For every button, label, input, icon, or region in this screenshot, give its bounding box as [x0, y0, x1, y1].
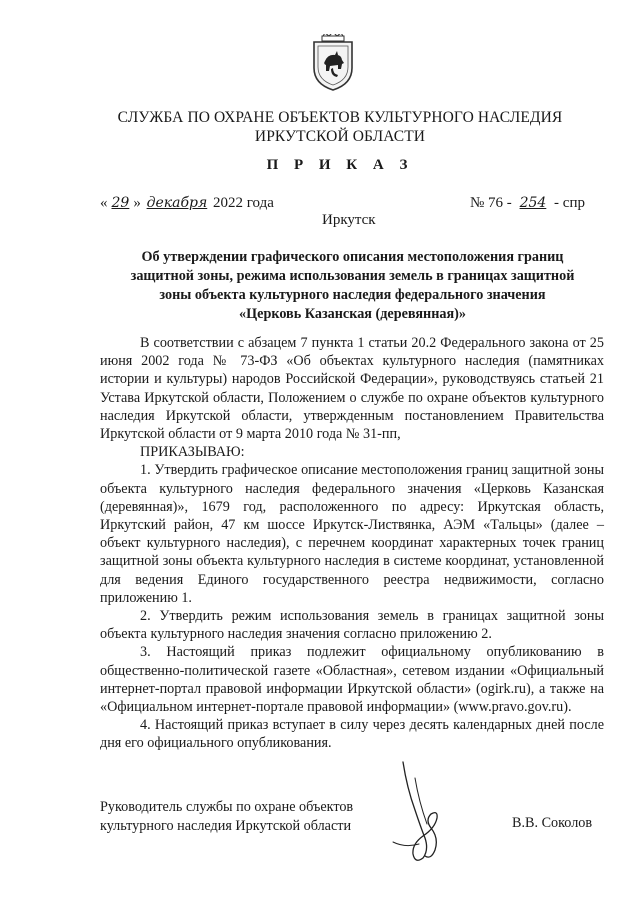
city: Иркутск	[322, 212, 376, 228]
number-suffix: - спр	[554, 195, 585, 211]
organization-name-line2: ИРКУТСКОЙ ОБЛАСТИ	[254, 128, 426, 145]
date-open-quote: «	[100, 195, 108, 211]
preamble-paragraph: В соответствии с абзацем 7 пункта 1 статьи 20.2 Федерального закона от 25 июня 2002 года № 73-ФЗ «Об объектах культурного наследия (памятниках истории и культуры) народов Российской Федерации», руководствуясь статьей 21 Устава Иркутской области, Положением о службе по охране объектов культурного наследия Иркутской области, утвержденным постановлением Правительства Иркутской области от 9 марта 2010 года № 31-пп,	[100, 335, 604, 443]
document-body	[100, 334, 604, 753]
signatory-name: В.В. Соколов	[512, 815, 593, 831]
organization-name	[60, 108, 620, 146]
title-line4: «Церковь Казанская (деревянная)»	[239, 306, 466, 322]
title-line2: защитной зоны, режима использования земель в границах защитной	[130, 268, 575, 284]
number-value: 254	[519, 195, 547, 211]
document-number	[470, 195, 585, 212]
date-day: 29	[111, 195, 130, 211]
title-line3: зоны объекта культурного наследия федерального значения	[159, 287, 546, 303]
date-close-quote: »	[133, 195, 141, 211]
item-3-paragraph: 3. Настоящий приказ подлежит официальному опубликованию в общественно-политической газете «Областная», сетевом издании «Официальный интернет-портал правовой информации Иркутской области» (ogirk.ru), а также на «Официальном интернет-портале правовой информации» (www.pravo.gov.ru).	[100, 644, 604, 716]
document-type: П Р И К А З	[266, 157, 414, 173]
command-word: ПРИКАЗЫВАЮ:	[140, 444, 245, 461]
signatory-position-line1: Руководитель службы по охране объектов	[100, 799, 354, 815]
coat-of-arms-icon	[311, 34, 355, 92]
signatory-position	[100, 798, 353, 835]
document-title	[100, 248, 605, 324]
handwritten-signature	[385, 758, 460, 868]
date-month: декабря	[146, 195, 208, 211]
signatory-position-line2: культурного наследия Иркутской области	[100, 817, 352, 834]
item-4-paragraph: 4. Настоящий приказ вступает в силу через десять календарных дней после дня его официального опубликования.	[100, 717, 604, 752]
organization-name-line1: СЛУЖБА ПО ОХРАНЕ ОБЪЕКТОВ КУЛЬТУРНОГО НАСЛЕДИЯ	[117, 109, 563, 126]
title-line1: Об утверждении графического описания местоположения границ	[141, 249, 564, 265]
document-date	[100, 195, 274, 212]
number-prefix: № 76 -	[470, 195, 512, 211]
item-1-paragraph: 1. Утвердить графическое описание местоположения границ защитной зоны объекта культурного наследия федерального значения «Церковь Казанская (деревянная)», 1679 год, расположенного по адресу: Иркутская область, Иркутский район, 47 км шоссе Иркутск-Листвянка, АЭМ «Тальцы» (далее – объект культурного наследия), с перечнем координат характерных точек границ защитной зоны объекта культурного наследия в системе координат, установленной для ведения Единого государственного реестра недвижимости, согласно приложению 1.	[100, 462, 604, 606]
item-2-paragraph: 2. Утвердить режим использования земель в границах защитной зоны объекта культурного наследия значения согласно приложению 2.	[100, 608, 604, 643]
date-year: 2022 года	[212, 195, 274, 211]
